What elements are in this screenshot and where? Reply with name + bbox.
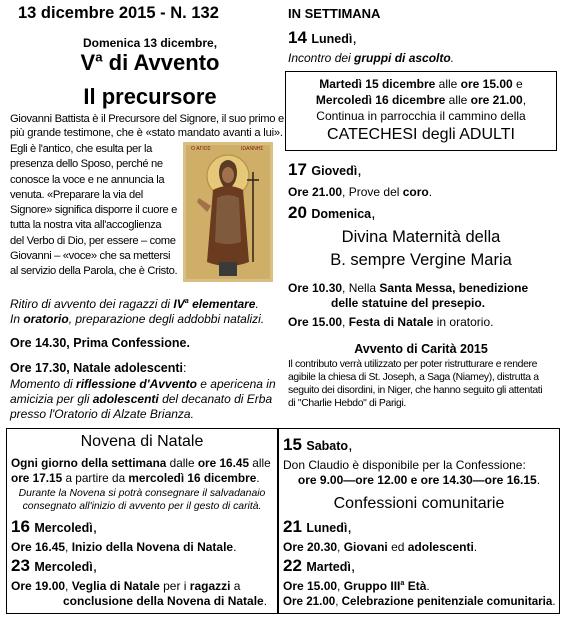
day-22-event-2: Ore 21.00, Celebrazione penitenziale comunitaria. xyxy=(283,595,556,608)
novena-note-1: Durante la Novena si potrà consegnare il salvadanaio xyxy=(18,488,266,499)
day-15-heading: 15 Sabato, xyxy=(283,435,353,454)
day-23-heading: 23 Mercoledì, xyxy=(11,556,98,575)
day-17-heading: 17 Giovedì, xyxy=(288,160,362,179)
novena-title: Novena di Natale xyxy=(80,433,204,450)
issue-header: 13 dicembre 2015 - N. 132 xyxy=(18,4,219,22)
intro-body: Egli è l'antico, che esulta per la presenza dello Sposo, perché ne conosce la voce e ne annuncia la venuta. «Preparare la via del Signore» significa disporre il cuore e tutta la nostra vita all'accoglienza del Verbo di Dio, per essere – come Giovanni – «voce» che sa mettersi al servizio della Parola, che è Cristo. xyxy=(10,143,178,278)
ritiro-line-2: In oratorio, preparazione degli addobbi natalizi. xyxy=(10,312,265,326)
intro-line-1: Giovanni Battista è il Precursore del Signore, il suo primo e xyxy=(10,113,284,125)
carita-body: Il contributo verrà utilizzato per poter ristrutturare e rendere agibile la chiesa di St. Joseph, a Saga (Niamey), distrutta a seguito dei disordini, in Niger, che hanno seguito gli attentati di "Charlie Hebdo" di Parigi. xyxy=(288,359,543,409)
day-22-event-1: Ore 15.00, Gruppo III$^a$ Età. xyxy=(283,578,430,593)
festa-natale-line: Ore 15.00, Festa di Natale in oratorio. xyxy=(288,315,494,329)
natale-adolescenti-line: Ore 17.30, Natale adolescenti: xyxy=(10,361,187,375)
feast-title-2: B. sempre Vergine Maria xyxy=(330,251,512,269)
icon-caption-right: ΙΩΑΝΝΗΣ xyxy=(241,146,264,152)
day-22-heading: 22 Martedì, xyxy=(283,556,356,575)
momento-line-2: amicizia per gli adolescenti del decanato di Erba xyxy=(10,392,273,406)
day-21-heading: 21 Lunedì, xyxy=(283,517,352,536)
mass-line-1: Ore 10.30, Nella Santa Messa, benedizione xyxy=(288,281,529,295)
day-17-event: Ore 21.00, Prove del coro. xyxy=(288,185,433,199)
novena-note-2: consegnato all'inizio di avvento per il gesto di carità. xyxy=(22,501,262,512)
day-15-text: Don Claudio è disponibile per la Confessione: xyxy=(283,458,526,472)
icon-caption-left: O ΑΓΙΟΣ xyxy=(191,146,211,152)
catechesi-line-1: Martedì 15 dicembre alle ore 15.00 e xyxy=(319,77,523,91)
momento-line-1: Momento di riflessione d'Avvento e apericena in xyxy=(10,377,276,391)
saint-john-icon-image xyxy=(183,142,273,282)
novena-line-2: ore 17.15 a partire da mercoledì 16 dicembre. xyxy=(11,471,260,485)
carita-title: Avvento di Carità 2015 xyxy=(354,342,488,356)
day-16-event: Ore 16.45, Inizio della Novena di Natale. xyxy=(11,540,237,554)
catechesi-box xyxy=(285,71,557,151)
catechesi-title: CATECHESI degli ADULTI xyxy=(327,126,515,143)
page-title-precursor: Il precursore xyxy=(83,84,217,109)
confessioni-title: Confessioni comunitarie xyxy=(333,495,505,512)
intro-line-2: più grande testimone, che è «stato mandato avanti a lui». xyxy=(10,127,283,139)
sunday-date-line: Domenica 13 dicembre, xyxy=(82,36,218,50)
page-title-advent: $V^a$ di Avvento xyxy=(80,49,220,75)
day-16-heading: 16 Mercoledì, xyxy=(11,517,98,536)
day-15-times: ore 9.00—ore 12.00 e ore 14.30—ore 16.15. xyxy=(297,473,541,487)
catechesi-line-3: Continua in parrocchia il cammino della xyxy=(316,109,526,123)
day-21-event: Ore 20.30, Giovani ed adolescenti. xyxy=(283,540,478,554)
confessioni-box xyxy=(278,428,560,614)
week-header: IN SETTIMANA xyxy=(288,6,381,21)
novena-line-1: Ogni giorno della settimana dalle ore 16.45 alle xyxy=(11,456,271,470)
incontro-line: Incontro dei gruppi di ascolto. xyxy=(288,51,455,65)
day-23-event-1: Ore 19.00, Veglia di Natale per i ragazzi a xyxy=(11,579,241,593)
catechesi-line-2: Mercoledì 16 dicembre alle ore 21.00, xyxy=(315,93,527,107)
mass-line-2: delle statuine del presepio. xyxy=(331,296,486,310)
ritiro-line-1: Ritiro di avvento dei ragazzi di $IV^a$ elementare. xyxy=(10,296,259,311)
prima-confessione-line: Ore 14.30, Prima Confessione. xyxy=(10,336,190,350)
day-20-heading: 20 Domenica, xyxy=(288,203,376,222)
momento-line-3: presso l'Oratorio di Alzate Brianza. xyxy=(10,407,194,421)
feast-title-1: Divina Maternità della xyxy=(341,228,501,246)
day-23-event-2: conclusione della Novena di Natale. xyxy=(63,594,268,608)
novena-box xyxy=(6,428,278,614)
day-14-heading: 14 Lunedì, xyxy=(288,28,357,47)
